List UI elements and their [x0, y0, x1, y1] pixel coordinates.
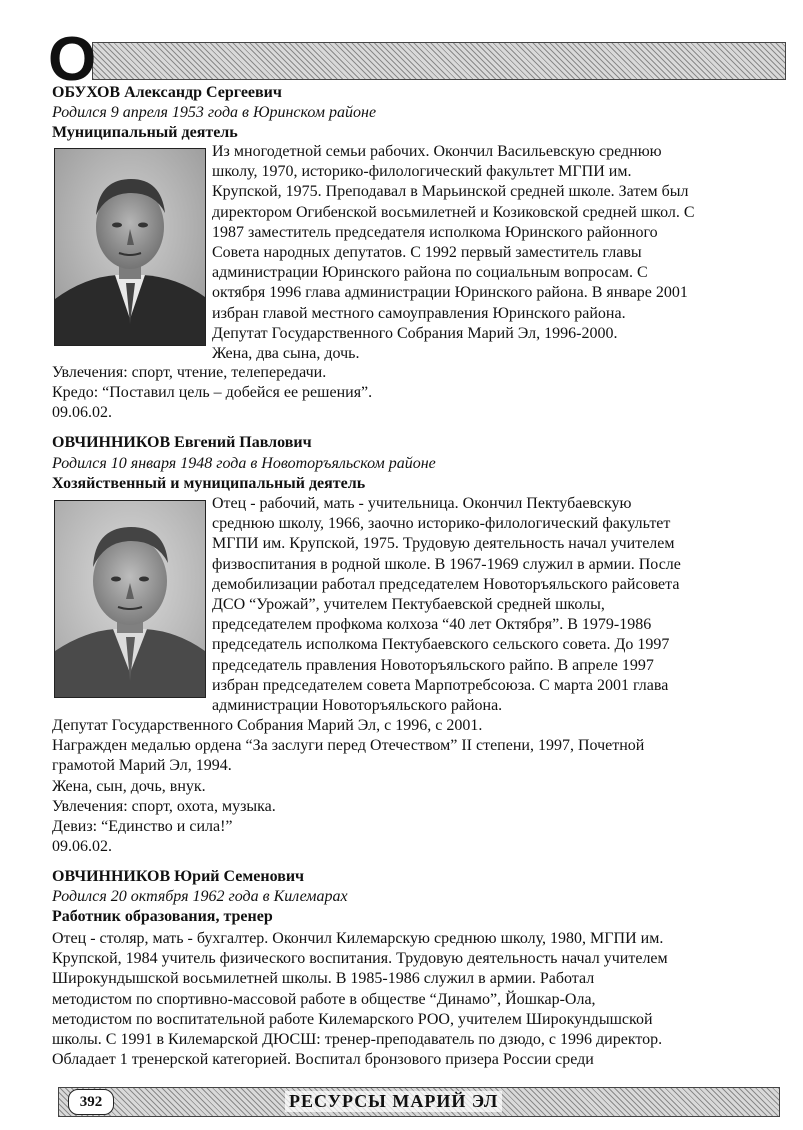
- entry-3-bio-line: Широкундышской восьмилетней школы. В 1985-1986 служил в армии. Работал: [52, 970, 595, 988]
- entry-2-award: Награжден медалью ордена “За заслуги перед Отечеством” II степени, 1997, Почетной: [52, 737, 645, 755]
- entry-3-name: ОВЧИННИКОВ Юрий Семенович: [52, 868, 305, 885]
- entry-1-portrait-photo: [54, 148, 206, 346]
- entry-1-portrait-image: [55, 149, 205, 345]
- entry-2-role: Хозяйственный и муниципальный деятель: [52, 475, 366, 492]
- entry-2-portrait-photo: [54, 500, 206, 698]
- entry-1-extra: [52, 363, 782, 424]
- entry-2-bio-line: избран председателем совета Марпотребсоюза. С марта 2001 глава: [212, 676, 669, 694]
- entry-3-bio-line: Отец - столяр, мать - бухгалтер. Окончил Килемарскую среднюю школу, 1980, МГПИ им.: [52, 930, 664, 947]
- entry-3-bio-line: Крупской, 1984 учитель физического воспитания. Трудовую деятельность начал учителем: [52, 950, 668, 968]
- entry-1-birth: Родился 9 апреля 1953 года в Юринском районе: [52, 104, 377, 121]
- entry-2-bio-line: председатель исполкома Пектубаевского сельского совета. До 1997: [212, 636, 670, 654]
- entry-1-bio-line: Крупской, 1975. Преподавал в Марьинской средней школе. Затем был: [212, 183, 689, 201]
- entry-1-bio-line: октября 1996 глава администрации Юринского района. В январе 2001: [212, 284, 688, 302]
- entry-1-bio-line: Депутат Государственного Собрания Марий Эл, 1996-2000.: [212, 324, 618, 342]
- entry-2-extra: [52, 716, 782, 857]
- entry-3-bio-line: методистом по воспитательной работе Килемарского РОО, учителем Широкундышской: [52, 1010, 653, 1028]
- entry-2-bio: [212, 494, 782, 716]
- entry-2-bio-line: ДСО “Урожай”, учителем Пектубаевской средней школы,: [212, 596, 605, 614]
- entry-2-bio-line: среднюю школу, 1966, заочно историко-филологический факультет: [212, 515, 671, 533]
- entry-1-date: 09.06.02.: [52, 404, 112, 422]
- entry-2-bio-line: МГПИ им. Крупской, 1975. Трудовую деятельность начал учителем: [212, 535, 675, 553]
- entry-2-award-cont: грамотой Марий Эл, 1994.: [52, 757, 232, 775]
- entry-1-bio-line: Жена, два сына, дочь.: [212, 345, 360, 363]
- entry-2-family: Жена, сын, дочь, внук.: [52, 777, 206, 795]
- section-letter: О: [48, 25, 97, 94]
- entry-1-bio-line: 1987 заместитель председателя исполкома Юринского районного: [212, 223, 658, 241]
- entry-2-bio-line: председатель правления Новоторъяльского райпо. В апреле 1997: [212, 656, 654, 674]
- entry-2-birth: Родился 10 января 1948 года в Новоторъяльском районе: [52, 455, 436, 472]
- entry-1-role: Муниципальный деятель: [52, 124, 238, 141]
- entry-1-bio-line: школу, 1970, историко-филологический факультет МГПИ им.: [212, 163, 632, 181]
- entry-2-bio-line: физвоспитания в родной школе. В 1967-1969 служил в армии. После: [212, 555, 681, 573]
- entry-1-motto: Кредо: “Поставил цель – добейся ее решения”.: [52, 384, 373, 402]
- entry-2-date: 09.06.02.: [52, 838, 112, 856]
- entry-3-bio-line: школы. С 1991 в Килемарской ДЮСШ: тренер-преподаватель по дзюдо, с 1996 директор.: [52, 1031, 663, 1049]
- entry-2-name: ОВЧИННИКОВ Евгений Павлович: [52, 434, 312, 451]
- entry-2-bio-line: Отец - рабочий, мать - учительница. Окончил Пектубаевскую: [212, 495, 632, 512]
- page-number: 392: [68, 1089, 114, 1115]
- entry-2-bio-line: демобилизации работал председателем Новоторъяльского райсовета: [212, 575, 680, 593]
- entry-1-name: ОБУХОВ Александр Сергеевич: [52, 84, 282, 101]
- entry-2-motto: Девиз: “Единство и сила!”: [52, 818, 233, 836]
- entry-2-bio-line: администрации Новоторъяльского района.: [212, 697, 503, 715]
- entry-3-bio-line: методистом по спортивно-массовой работе в обществе “Динамо”, Йошкар-Ола,: [52, 990, 596, 1008]
- entry-1-bio-line: Совета народных депутатов. С 1992 первый заместитель главы: [212, 244, 642, 262]
- entry-3-birth: Родился 20 октября 1962 года в Килемарах: [52, 888, 348, 905]
- entry-2-hobbies: Увлечения: спорт, охота, музыка.: [52, 797, 276, 815]
- entry-3-bio: [52, 929, 787, 1070]
- entry-1-bio-line: избран главой местного самоуправления Юринского района.: [212, 304, 626, 322]
- footer-title: РЕСУРСЫ МАРИЙ ЭЛ: [285, 1091, 502, 1112]
- header-hatched-bar: [92, 42, 786, 80]
- entry-2-bio-line: председателем профкома колхоза “40 лет Октября”. В 1979-1986: [212, 616, 652, 634]
- entry-1-bio: [212, 142, 782, 364]
- entry-2-portrait-image: [55, 501, 205, 697]
- entry-3-role: Работник образования, тренер: [52, 908, 273, 925]
- entry-1-bio-line: администрации Юринского района по социальным вопросам. С: [212, 264, 648, 282]
- entry-3-bio-line: Обладает 1 тренерской категорией. Воспитал бронзового призера России среди: [52, 1051, 594, 1069]
- entry-1-bio-line: директором Огибенской восьмилетней и Козиковской средней школ. С: [212, 203, 695, 221]
- entry-1-bio-line: Из многодетной семьи рабочих. Окончил Васильевскую среднюю: [212, 143, 662, 160]
- entry-1-hobbies: Увлечения: спорт, чтение, телепередачи.: [52, 364, 327, 381]
- entry-2-deputy: Депутат Государственного Собрания Марий Эл, с 1996, с 2001.: [52, 717, 483, 734]
